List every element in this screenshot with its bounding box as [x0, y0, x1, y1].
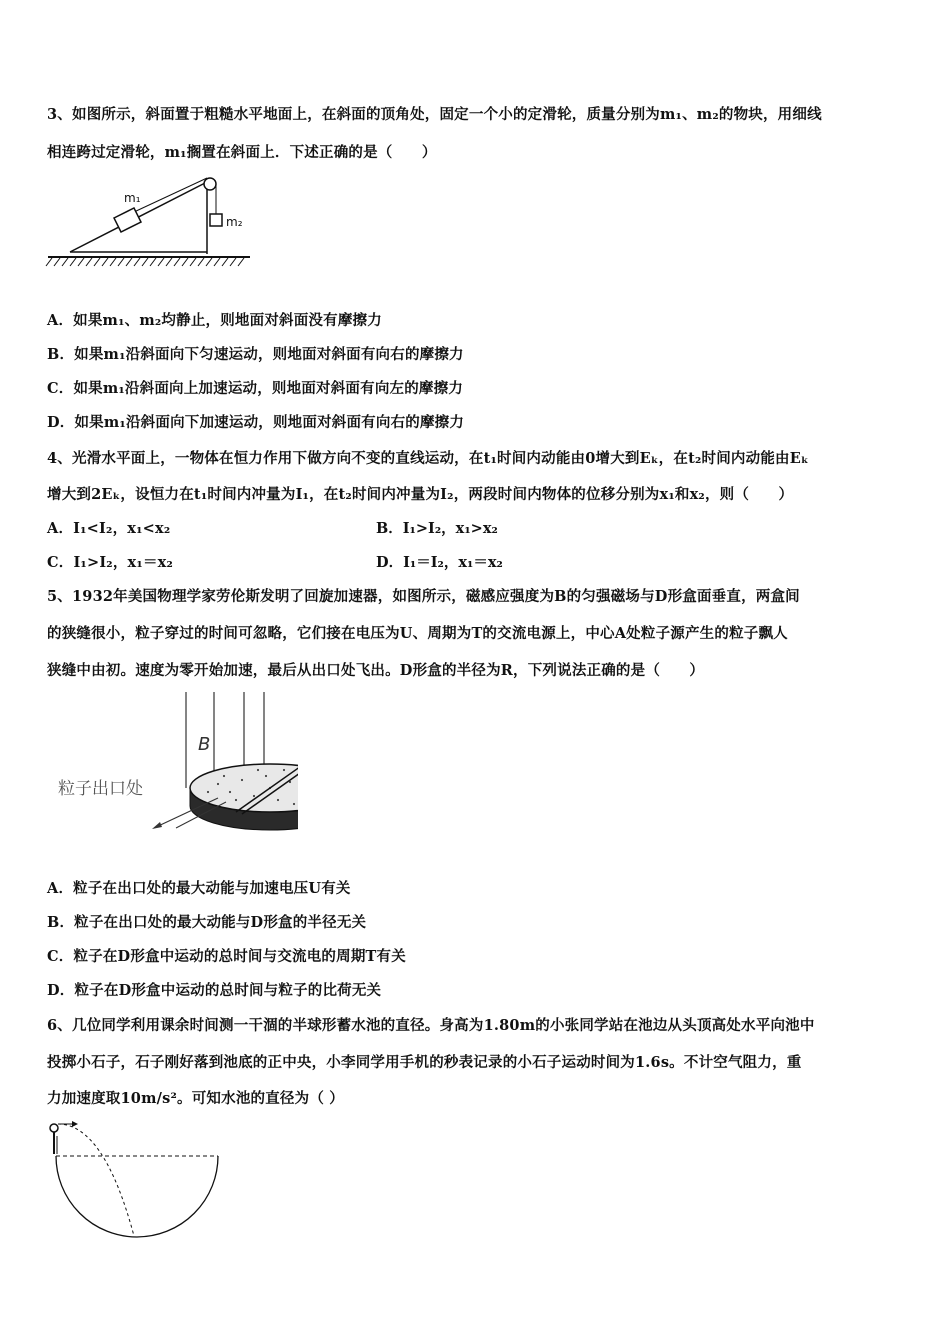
q4-option-b: B．I₁>I₂，x₁>x₂ [376, 520, 498, 537]
person-head [50, 1124, 58, 1132]
q4-stem-line1: 4、光滑水平面上，一物体在恒力作用下做方向不变的直线运动，在t₁时间内动能由0增大到Eₖ，在t₂时间内动能由Eₖ [47, 450, 809, 467]
q4-option-c: C．I₁>I₂，x₁＝x₂ [47, 554, 174, 571]
q3-label-m1: m₁ [124, 191, 141, 205]
q4-stem-line2: 增大到2Eₖ，设恒力在t₁时间内冲量为I₁，在t₂时间内冲量为I₂，两段时间内物体的位移分别为x₁和x₂，则（ ） [47, 486, 794, 503]
q6-stem-line3: 力加速度取10m/s²。可知水池的直径为（ ） [47, 1090, 344, 1107]
q3-option-b: B．如果m₁沿斜面向下匀速运动，则地面对斜面有向右的摩擦力 [47, 346, 464, 363]
q5-option-b: B．粒子在出口处的最大动能与D形盒的半径无关 [47, 914, 367, 931]
q5-option-c: C．粒子在D形盒中运动的总时间与交流电的周期T有关 [47, 948, 406, 965]
m1-block [114, 208, 141, 232]
m2-block [210, 214, 222, 226]
q3-stem-line2: 相连跨过定滑轮，m₁搁置在斜面上．下述正确的是（ ） [47, 144, 437, 161]
q6-stem-line1: 6、几位同学利用课余时间测一干涸的半球形蓄水池的直径。身高为1.80m的小张同学站在池边从头顶高处水平向池中 [47, 1017, 815, 1034]
q5-stem-line2: 的狭缝很小，粒子穿过的时间可忽略，它们接在电压为U、周期为T的交流电源上，中心A处粒子源产生的粒子飘人 [47, 625, 788, 642]
q6-pool-figure [44, 1118, 234, 1242]
q6-stem-line2: 投掷小石子，石子刚好落到池底的正中央，小李同学用手机的秒表记录的小石子运动时间为1.6s。不计空气阻力，重 [47, 1054, 802, 1071]
q5-label-b: B [198, 734, 211, 755]
q5-option-a: A．粒子在出口处的最大动能与加速电压U有关 [47, 880, 351, 897]
q5-cyclotron-figure [58, 688, 298, 848]
q5-stem-line1: 5、1932年美国物理学家劳伦斯发明了回旋加速器，如图所示，磁感应强度为B的匀强磁场与D形盒面垂直，两盒间 [47, 588, 800, 605]
q3-option-d: D．如果m₁沿斜面向下加速运动，则地面对斜面有向右的摩擦力 [47, 414, 465, 431]
q5-label-exit: 粒子出口处 [58, 779, 143, 799]
q4-option-d: D．I₁＝I₂，x₁＝x₂ [376, 554, 503, 571]
q3-stem-line1: 3、如图所示，斜面置于粗糙水平地面上，在斜面的顶角处，固定一个小的定滑轮，质量分别为m₁、m₂的物块，用细线 [47, 106, 822, 123]
q5-stem-line3: 狭缝中由初。速度为零开始加速，最后从出口处飞出。D形盒的半径为R，下列说法正确的是（ ） [47, 662, 705, 679]
q5-option-d: D．粒子在D形盒中运动的总时间与粒子的比荷无关 [47, 982, 382, 999]
q3-incline-pulley-figure [44, 174, 254, 270]
q4-option-a: A．I₁<I₂，x₁<x₂ [47, 520, 171, 537]
q3-option-c: C．如果m₁沿斜面向上加速运动，则地面对斜面有向左的摩擦力 [47, 380, 464, 397]
q3-label-m2: m₂ [226, 215, 243, 229]
q3-option-a: A．如果m₁、m₂均静止，则地面对斜面没有摩擦力 [47, 312, 382, 329]
